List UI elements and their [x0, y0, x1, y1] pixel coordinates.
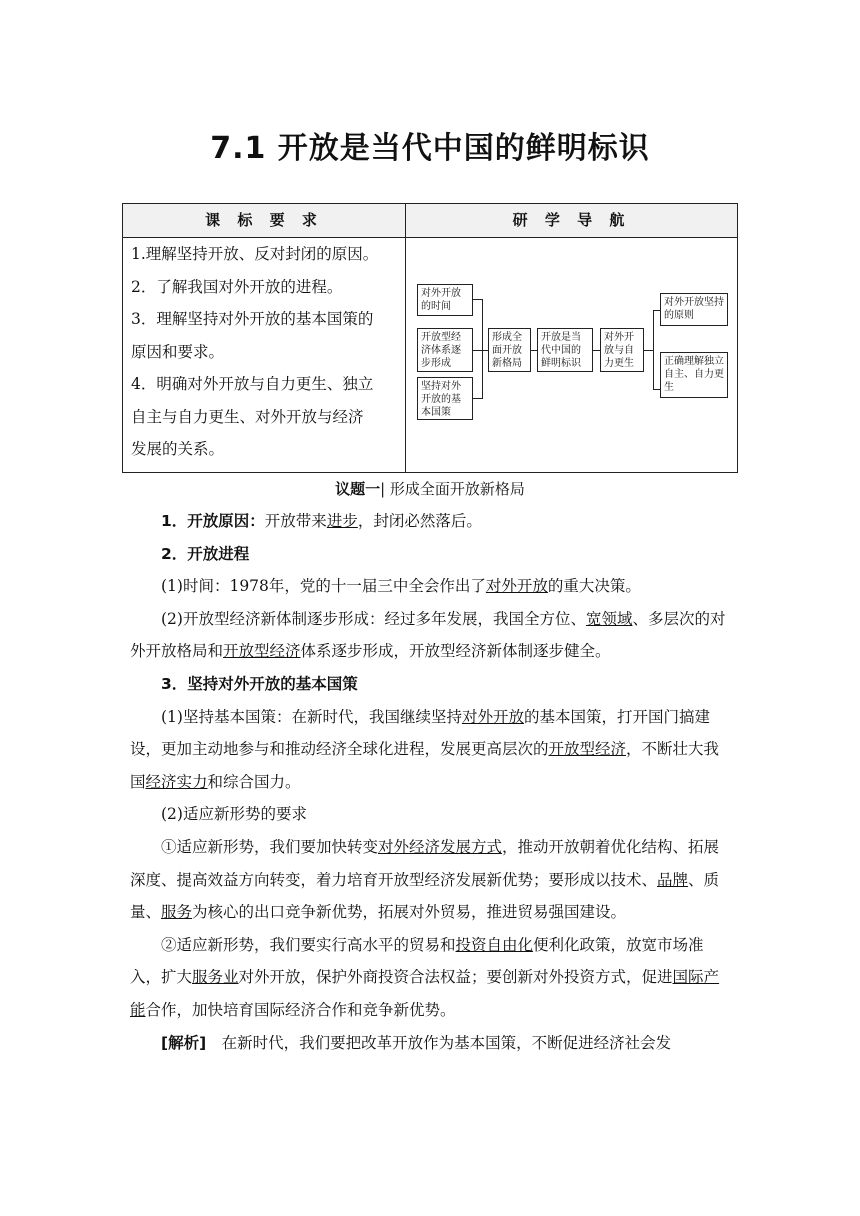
main-content	[130, 505, 732, 1059]
text: 便利化政策，放宽市场准入，扩大	[130, 935, 704, 987]
paragraph	[130, 831, 732, 929]
diagram-connector	[482, 299, 483, 399]
text: ②适应新形势，我们要实行高水平的贸易和	[161, 935, 456, 954]
diagram-connector	[473, 350, 488, 351]
diagram-connector	[593, 350, 600, 351]
text: (1)坚持基本国策：在新时代，我国继续坚持	[161, 707, 462, 726]
diagram-box-new-pattern: 形成全面开放新格局	[488, 328, 531, 372]
agenda-heading	[0, 478, 860, 499]
paragraph	[130, 929, 732, 1027]
answer-blank: 开放型经济	[548, 740, 627, 759]
text: ①适应新形势，我们要加快转变	[161, 837, 379, 856]
answer-blank: 服务业	[192, 968, 239, 987]
paragraph	[130, 1027, 732, 1060]
text: 对外开放，保护外商投资合法权益；要创新对外投资方式，促进	[238, 968, 673, 987]
text: 的基本国策，打开国门搞建设，更加主动地参与和推动经济全球化进程，发展更高层次的	[130, 707, 710, 759]
text: 在新时代，我们要把改革开放作为基本国策，不断促进经济社会发	[206, 1033, 672, 1052]
text: 体系逐步形成，开放型经济新体制逐步健全。	[300, 642, 611, 661]
text: 、多层次的对外开放格局和	[130, 609, 726, 661]
subsection-heading: (2)适应新形势的要求	[161, 805, 307, 824]
answer-blank: 进步	[326, 512, 358, 530]
paragraph	[130, 570, 732, 603]
diagram-connector	[653, 310, 654, 390]
requirement-line: 4．明确对外开放与自力更生、独立	[131, 375, 374, 393]
paragraph	[130, 701, 732, 799]
paragraph	[130, 603, 732, 668]
answer-blank: 服务	[161, 903, 193, 922]
requirement-line: 发展的关系。	[131, 440, 225, 458]
requirement-line: 1.理解坚持开放、反对封闭的原因。	[131, 245, 379, 263]
paragraph	[130, 505, 732, 538]
diagram-connector	[644, 350, 653, 351]
table-header-requirements: 课 标 要 求	[123, 204, 405, 237]
answer-blank: 经济实力	[145, 772, 208, 791]
section-heading: 2．开放进程	[161, 544, 250, 563]
diagram-connector	[473, 398, 482, 399]
diagram-box-open-identity: 开放是当代中国的鲜明标识	[537, 328, 593, 372]
paragraph-heading: 1．开放原因：	[161, 512, 265, 530]
diagram-box-principles: 对外开放坚持的原则	[660, 293, 728, 326]
requirement-line: 3．理解坚持对外开放的基本国策的	[131, 310, 374, 328]
diagram-box-open-economy: 开放型经济体系逐步形成	[417, 328, 473, 372]
answer-blank: 对外开放	[485, 577, 548, 596]
requirement-line: 原因和要求。	[131, 342, 225, 361]
requirement-line: 2．了解我国对外开放的进程。	[131, 277, 343, 296]
answer-blank: 宽领域	[585, 609, 633, 628]
text: ，推动开放朝着优化结构、拓展深度、提高效益方向转变，着力培育开放型经济发展新优势；要形成以技术、	[130, 837, 720, 889]
diagram-box-open-time: 对外开放的时间	[417, 284, 473, 316]
text: ，不断壮大我国	[130, 740, 720, 791]
requirement-line: 自主与自力更生、对外开放与经济	[131, 407, 364, 426]
table-header-guide: 研 学 导 航	[406, 204, 737, 237]
text: 为核心的出口竞争新优势，拓展对外贸易，推进贸易强国建设。	[192, 903, 627, 922]
answer-blank: 品牌	[657, 870, 689, 889]
agenda-title: 形成全面开放新格局	[389, 480, 525, 498]
diagram-connector	[473, 299, 482, 300]
requirements-list	[131, 238, 399, 466]
overview-table	[122, 203, 738, 473]
text: 合作，加快培育国际经济合作和竞争新优势。	[145, 1000, 456, 1019]
diagram-box-independence: 正确理解独立自主、自力更生	[660, 352, 728, 398]
diagram-connector	[653, 389, 660, 390]
answer-blank: 投资自由化	[455, 935, 534, 954]
answer-blank: 对外经济发展方式	[378, 837, 503, 856]
analysis-label: [解析]	[161, 1033, 207, 1052]
agenda-separator: |	[380, 480, 386, 498]
page-title: 7.1 开放是当代中国的鲜明标识	[210, 131, 650, 166]
agenda-label: 议题一	[335, 480, 381, 498]
text: ，封闭必然落后。	[357, 512, 482, 530]
diagram-box-self-reliance: 对外开放与自力更生	[600, 328, 644, 372]
answer-blank: 开放型经济	[223, 642, 301, 661]
text: 开放带来	[264, 512, 327, 530]
diagram-connector	[653, 310, 660, 311]
answer-blank: 国际产能	[130, 968, 720, 1019]
section-heading: 3．坚持对外开放的基本国策	[161, 674, 358, 693]
answer-blank: 对外开放	[461, 707, 524, 726]
text: 、质量、	[130, 870, 720, 922]
text: (1)时间：1978年，党的十一届三中全会作出了	[161, 577, 486, 596]
text: 的重大决策。	[547, 577, 641, 596]
table-divider-vertical	[405, 204, 406, 472]
text: 和综合国力。	[207, 772, 301, 791]
text: (2)开放型经济新体制逐步形成：经过多年发展，我国全方位、	[161, 609, 586, 628]
diagram-box-basic-policy: 坚持对外开放的基本国策	[417, 377, 473, 420]
